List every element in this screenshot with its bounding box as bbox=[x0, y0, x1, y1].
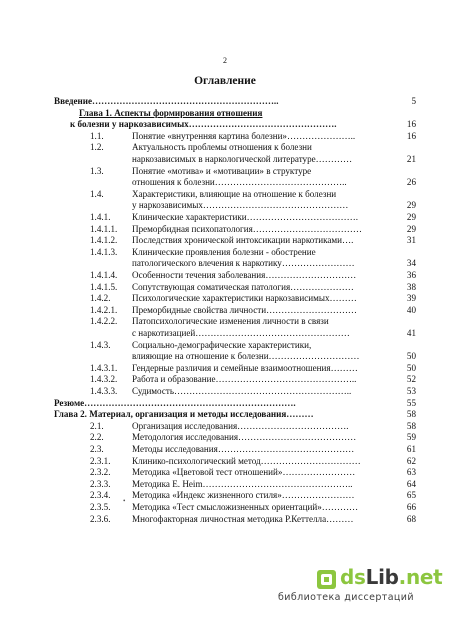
toc-entry-page: 59 bbox=[406, 432, 416, 443]
toc-entry-text: с наркотизацией…………………………………………… bbox=[132, 328, 350, 338]
toc-entry-page: 52 bbox=[406, 374, 416, 385]
toc-entry-number: 2.3. bbox=[90, 444, 104, 454]
toc-entry-page: 55 bbox=[406, 397, 416, 408]
toc-entry-text: Патопсихологические изменения личности в связи bbox=[132, 316, 329, 327]
toc-entry-page: 68 bbox=[406, 513, 416, 524]
toc-entry-text: Методика Е. Heim………………………………………….. bbox=[132, 478, 353, 489]
toc-entry-page: 58 bbox=[406, 420, 416, 431]
toc-entry-page: 16 bbox=[406, 130, 416, 141]
toc-entry-page: 16 bbox=[406, 119, 416, 130]
toc-entry-text: Особенности течения заболевания………………………… bbox=[132, 270, 357, 280]
toc-entry-text: Сопутствующая соматическая патология………………… bbox=[132, 281, 354, 292]
toc-entry-text: Понятие «мотива» и «мотивации» в структуре bbox=[132, 165, 312, 176]
watermark-brand[interactable]: dsLib.net bbox=[340, 565, 443, 589]
toc-entry-text: Методика «Тест смысложизненных ориентаций»………… bbox=[132, 502, 359, 512]
toc-entry-page: 5 bbox=[411, 96, 416, 106]
toc-entry-number: 2.2. bbox=[90, 432, 104, 443]
toc-entry-page: 64 bbox=[406, 478, 416, 489]
toc-entry-text: Клинические проявления болезни - обострение bbox=[132, 246, 316, 257]
toc-title: Оглавление bbox=[194, 75, 256, 87]
toc-entry-number: 2.3.2. bbox=[90, 467, 111, 478]
toc-entry-text: Методика «Индекс жизненного стиля»…………………… bbox=[132, 490, 355, 501]
toc-entry-page: 26 bbox=[406, 177, 416, 188]
toc-entry-text: Введение…………………………………………………….. bbox=[54, 96, 279, 106]
toc-entry-number: 1.4.1.4. bbox=[90, 270, 118, 280]
scan-speck: • bbox=[123, 497, 126, 505]
toc-entry-text: наркозависимых в наркологической литературе………… bbox=[132, 154, 353, 164]
toc-entry-text: Понятие «внутренняя картина болезни»………………….. bbox=[132, 130, 356, 141]
toc-entry-text: Преморбидные свойства личности………………………… bbox=[132, 304, 358, 315]
toc-entry-text: отношения к болезни…………………………………….. bbox=[132, 177, 347, 188]
toc-entry-page: 31 bbox=[406, 235, 416, 246]
toc-entry-number: 1.4.3.1. bbox=[90, 362, 118, 373]
toc-entry-page: 29 bbox=[406, 212, 416, 222]
toc-entry-number: 1.4.1.2. bbox=[90, 235, 118, 246]
toc-entry-number: 1.1. bbox=[90, 130, 104, 141]
toc-entry-number: 2.1. bbox=[90, 420, 104, 431]
toc-entry-text: Психологические характеристики наркозависимых……… bbox=[132, 293, 357, 304]
toc-entry-text: Гендерные различия и семейные взаимоотношения……… bbox=[132, 362, 358, 373]
toc-entry-text: Характеристики, влияющие на отношение к болезни bbox=[132, 188, 337, 199]
toc-entry-text: Глава 2. Материал, организация и методы исследования……… bbox=[54, 409, 314, 420]
toc-entry-number: 1.4.1. bbox=[90, 212, 111, 222]
toc-entry-page: 62 bbox=[406, 455, 416, 466]
dslib-logo-icon bbox=[316, 569, 337, 590]
toc-entry-page: 21 bbox=[406, 154, 416, 164]
toc-entry-text: Работа и образование……………………………………….. bbox=[132, 374, 357, 385]
toc-entry-number: 1.4.3.2. bbox=[90, 374, 118, 385]
toc-entry-text: влияющие на отношение к болезни………………………… bbox=[132, 351, 360, 362]
toc-entry-page: 36 bbox=[406, 270, 416, 280]
toc-entry-page: 41 bbox=[406, 328, 416, 338]
toc-entry-number: 1.4.2.1. bbox=[90, 304, 118, 315]
toc-entry-text: Социально-демографические характеристики, bbox=[132, 339, 312, 350]
toc-entry-text: Многофакторная личностная методика Р.Кеттелла……… bbox=[132, 513, 354, 524]
toc-entry-text: Методика «Цветовой тест отношений»…………………… bbox=[132, 467, 356, 478]
toc-entry-number: 2.3.3. bbox=[90, 478, 111, 489]
toc-entry-text: Организация исследования………………………………. bbox=[132, 420, 349, 431]
toc-entry-page: 40 bbox=[406, 304, 416, 315]
toc-entry-page: 39 bbox=[406, 293, 416, 304]
toc-entry-page: 63 bbox=[406, 467, 416, 478]
page-number: 2 bbox=[223, 56, 227, 65]
toc-entry-number: 1.4. bbox=[90, 188, 104, 199]
toc-entry-page: 61 bbox=[406, 444, 416, 454]
toc-entry-page: 53 bbox=[406, 386, 416, 396]
toc-entry-number: 1.4.2. bbox=[90, 293, 111, 304]
toc-entry-number: 1.3. bbox=[90, 165, 104, 176]
toc-entry-page: 34 bbox=[406, 258, 416, 269]
toc-entry-number: 1.4.2.2. bbox=[90, 316, 118, 327]
toc-entry-page: 58 bbox=[406, 409, 416, 420]
toc-entry-number: 2.3.1. bbox=[90, 455, 111, 466]
watermark-subtitle: библиотека диссертаций bbox=[278, 592, 414, 603]
toc-entry-page: 66 bbox=[406, 502, 416, 512]
toc-entry-text: патологического влечения к наркотику…………………… bbox=[132, 258, 355, 269]
toc-entry-number: 1.4.1.1. bbox=[90, 223, 118, 234]
toc-entry-text: Резюме……………………………………………………………. bbox=[54, 397, 296, 408]
toc-entry-text: у наркозависимых………………………………………… bbox=[132, 200, 349, 211]
toc-entry-number: 1.4.1.3. bbox=[90, 246, 118, 257]
toc-entry-text: Преморбидная психопатология……………………………… bbox=[132, 223, 362, 234]
toc-entry-number: 2.3.6. bbox=[90, 513, 111, 524]
toc-entry-page: 50 bbox=[406, 362, 416, 373]
toc-entry-text: Клинические характеристики………………………………. bbox=[132, 212, 358, 222]
toc-entry-text: Методология исследования………………………………… bbox=[132, 432, 357, 443]
toc-entry-text: Актуальность проблемы отношения к болезни bbox=[132, 142, 312, 153]
toc-entry-number: 2.3.4. bbox=[90, 490, 111, 501]
toc-entry-text: Судимость………………………………………………….. bbox=[132, 386, 352, 396]
toc-entry-number: 2.3.5. bbox=[90, 502, 111, 512]
toc-entry-page: 29 bbox=[406, 200, 416, 211]
toc-entry-page: 38 bbox=[406, 281, 416, 292]
toc-entry-number: 1.2. bbox=[90, 142, 104, 153]
toc-entry-text: Последствия хронической интоксикации наркотиками…. bbox=[132, 235, 354, 246]
toc-entry-text: к болезни у наркозависимых…………………………………………. bbox=[70, 119, 337, 130]
toc-entry-number: 1.4.3.3. bbox=[90, 386, 118, 396]
toc-entry-page: 65 bbox=[406, 490, 416, 501]
toc-entry-number: 1.4.1.5. bbox=[90, 281, 118, 292]
toc-entry-text: Клинико-психологический метод…………………………… bbox=[132, 455, 361, 466]
toc-entry-page: 50 bbox=[406, 351, 416, 362]
toc-entry-page: 29 bbox=[406, 223, 416, 234]
toc-entry-text: Методы исследования……………………………………… bbox=[132, 444, 355, 454]
toc-entry-text: Глава 1. Аспекты формирования отношения bbox=[79, 107, 263, 118]
toc-entry-number: 1.4.3. bbox=[90, 339, 111, 350]
